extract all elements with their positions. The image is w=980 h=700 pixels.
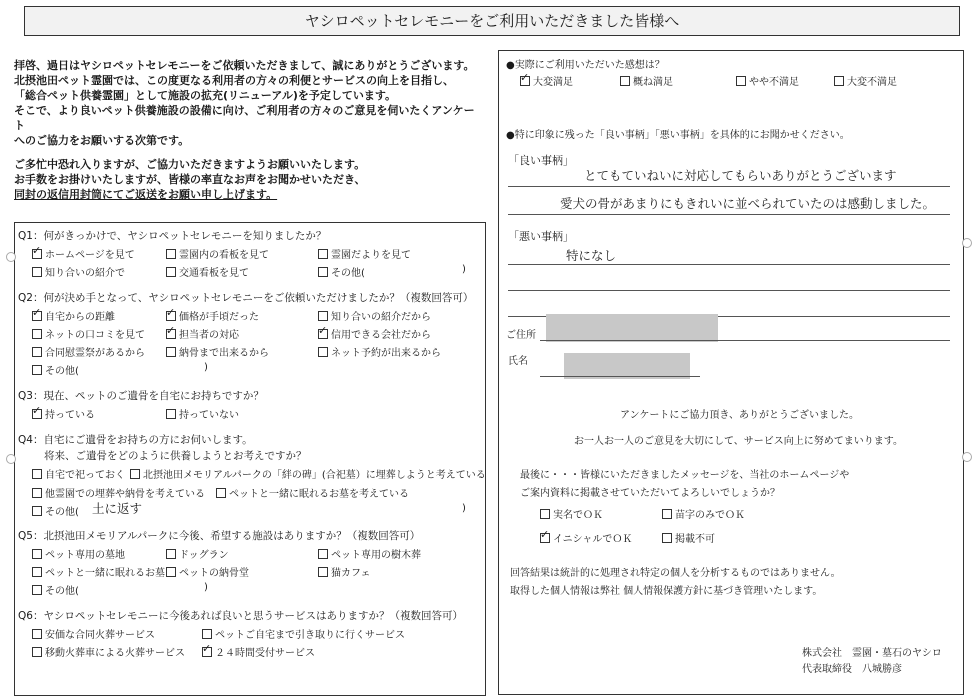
intro-line: そこで、より良いペット供養施設の設備に向け、ご利用者の方々のご意見を伺いたくアンケート xyxy=(14,104,475,132)
q1-close-paren: ) xyxy=(462,264,466,275)
ceo-name: 代表取締役 八城勝彦 xyxy=(802,664,902,675)
thanks-message: アンケートにご協力頂き、ありがとうございました。 xyxy=(620,410,859,421)
q2-option[interactable] xyxy=(166,326,239,341)
binder-hole-icon xyxy=(962,238,972,248)
option-label: ホームページを見て xyxy=(45,250,135,261)
q5-text: Q5：北摂池田メモリアルパークに今後、希望する施設はありますか？（複数回答可） xyxy=(18,530,421,542)
q4-handwritten-other: 土に返す xyxy=(92,501,143,516)
checkbox[interactable] xyxy=(202,647,212,657)
publish-question: ご案内資料に掲載させていただいてよろしいでしょうか？ xyxy=(520,488,780,499)
good-label: 「良い事柄」 xyxy=(508,154,574,167)
q4-option[interactable] xyxy=(216,485,409,500)
intro-line: 同封の返信用封筒にてご返送をお願い申し上げます。 xyxy=(14,188,278,201)
intro-line: ご多忙中恐れ入りますが、ご協力いただきますようお願いいたします。 xyxy=(14,158,366,171)
page-title: ヤシロペットセレモニーをご利用いただきました皆様へ xyxy=(24,6,960,36)
checkbox[interactable] xyxy=(166,409,176,419)
binder-hole-icon xyxy=(6,252,16,262)
q4-text: Q4：自宅にご遺骨をお持ちの方にお伺いします。 xyxy=(18,434,253,446)
checkbox[interactable] xyxy=(130,469,140,479)
option-label: 自宅で祀っておく xyxy=(45,470,125,481)
option-label: 大変不満足 xyxy=(847,77,897,88)
q6-text: Q6：ヤシロペットセレモニーに今後あれば良いと思うサービスはありますか？（複数回答可） xyxy=(18,610,464,622)
option-label: 概ね満足 xyxy=(633,77,673,88)
option-label: ドッグラン xyxy=(179,550,229,561)
q4-option[interactable] xyxy=(32,485,205,500)
checkbox[interactable] xyxy=(318,329,328,339)
address-label: ご住所 xyxy=(506,330,536,341)
checkbox[interactable] xyxy=(32,567,42,577)
q5-option[interactable] xyxy=(318,564,371,579)
checkbox[interactable] xyxy=(32,629,42,639)
binder-hole-icon xyxy=(962,452,972,462)
answer-line xyxy=(508,214,950,215)
option-label: 合同慰霊祭があるから xyxy=(45,348,145,359)
q3-text: Q3：現在、ペットのご遺骨を自宅にお持ちですか？ xyxy=(18,390,264,402)
checkbox[interactable] xyxy=(318,267,328,277)
checkbox[interactable] xyxy=(32,311,42,321)
checkbox[interactable] xyxy=(32,647,42,657)
checkbox[interactable] xyxy=(32,488,42,498)
checkbox[interactable] xyxy=(202,629,212,639)
q4-option[interactable] xyxy=(32,466,125,481)
option-label: 霊園内の看板を見て xyxy=(179,250,269,261)
q5-option[interactable] xyxy=(166,564,249,579)
feedback-question: ●特に印象に残った「良い事柄」「悪い事柄」を具体的にお聞かせください。 xyxy=(506,130,850,141)
q6-option[interactable] xyxy=(32,644,185,659)
q1-text: Q1：何がきっかけで、ヤシロペットセレモニーを知りましたか？ xyxy=(18,230,327,242)
checkbox[interactable] xyxy=(32,329,42,339)
bad-handwritten: 特になし xyxy=(566,248,617,263)
checkbox[interactable] xyxy=(216,488,226,498)
q2-option[interactable] xyxy=(318,308,431,323)
q1-option[interactable] xyxy=(318,246,411,261)
option-label: 大変満足 xyxy=(533,77,573,88)
option-label: ペット専用の墓地 xyxy=(45,550,125,561)
option-label: 移動火葬車による火葬サービス xyxy=(45,648,185,659)
q2-option[interactable] xyxy=(32,344,145,359)
thanks-message: お一人お一人のご意見を大切にして、サービス向上に努めてまいります。 xyxy=(574,436,903,447)
option-label: 担当者の対応 xyxy=(179,330,239,341)
checkbox[interactable] xyxy=(166,311,176,321)
option-label: ペットご自宅まで引き取りに行くサービス xyxy=(215,630,405,641)
publish-option[interactable] xyxy=(540,530,632,545)
option-label: 安価な合同火葬サービス xyxy=(45,630,155,641)
option-label: その他( xyxy=(45,586,79,597)
checkbox[interactable] xyxy=(32,409,42,419)
option-label: 苗字のみでＯＫ xyxy=(675,510,745,521)
q6-option[interactable] xyxy=(202,644,315,659)
publish-option[interactable] xyxy=(662,530,715,545)
checkbox[interactable] xyxy=(166,329,176,339)
q5-option[interactable] xyxy=(32,582,79,597)
checkbox[interactable] xyxy=(32,365,42,375)
q2-option[interactable] xyxy=(32,326,145,341)
company-name: 株式会社 霊園・墓石のヤシロ xyxy=(802,648,942,659)
checkbox[interactable] xyxy=(32,249,42,259)
q1-option[interactable] xyxy=(32,246,135,261)
option-label: その他( xyxy=(331,268,365,279)
q6-option[interactable] xyxy=(32,626,155,641)
privacy-note: 取得した個人情報は弊社 個人情報保護方針に基づき管理いたします。 xyxy=(510,586,823,597)
q2-option[interactable] xyxy=(32,308,115,323)
checkbox[interactable] xyxy=(540,533,550,543)
q4-option[interactable] xyxy=(32,503,79,518)
privacy-note: 回答結果は統計的に処理され特定の個人を分析するものではありません。 xyxy=(510,568,841,579)
good-handwritten-line: 愛犬の骨があまりにもきれいに並べられていたのは感動しました。 xyxy=(560,196,936,211)
option-label: 自宅からの距離 xyxy=(45,312,115,323)
name-line xyxy=(540,376,700,377)
option-label: ネットの口コミを見て xyxy=(45,330,145,341)
option-label: 他霊園での埋葬や納骨を考えている xyxy=(45,489,205,500)
q4-close-paren: ) xyxy=(462,503,466,514)
checkbox[interactable] xyxy=(166,567,176,577)
q2-option[interactable] xyxy=(318,326,431,341)
checkbox[interactable] xyxy=(318,567,328,577)
intro-line: 拝啓、過日はヤシロペットセレモニーをご依頼いただきまして、誠にありがとうございます。 xyxy=(14,59,475,72)
option-label: 持っている xyxy=(45,410,95,421)
address-line xyxy=(540,340,950,341)
q1-option[interactable] xyxy=(166,264,249,279)
checkbox[interactable] xyxy=(318,249,328,259)
checkbox[interactable] xyxy=(32,347,42,357)
bad-label: 「悪い事柄」 xyxy=(508,230,574,243)
option-label: やや不満足 xyxy=(749,77,799,88)
option-label: 猫カフェ xyxy=(331,568,371,579)
checkbox[interactable] xyxy=(166,549,176,559)
answer-line xyxy=(508,290,950,291)
option-label: 価格が手頃だった xyxy=(179,312,259,323)
checkbox[interactable] xyxy=(736,76,746,86)
intro-text xyxy=(14,58,484,202)
q4-subtext: 将来、ご遺骨をどのように供養しようとお考えですか？ xyxy=(44,450,307,462)
checkbox[interactable] xyxy=(32,549,42,559)
option-label: 北摂池田メモリアルパークの「絆の碑」(合祀墓）に埋葬しようと考えている xyxy=(143,470,486,481)
option-label: 信用できる会社だから xyxy=(331,330,431,341)
impression-option[interactable] xyxy=(736,73,799,88)
checkbox[interactable] xyxy=(166,347,176,357)
q3-option[interactable] xyxy=(166,406,239,421)
q2-option[interactable] xyxy=(318,344,441,359)
impression-option[interactable] xyxy=(620,73,673,88)
option-label: 持っていない xyxy=(179,410,239,421)
q5-option[interactable] xyxy=(318,546,421,561)
q2-close-paren: ) xyxy=(204,362,208,373)
checkbox[interactable] xyxy=(32,267,42,277)
checkbox[interactable] xyxy=(166,249,176,259)
q2-option[interactable] xyxy=(166,308,259,323)
binder-hole-icon xyxy=(6,454,16,464)
impression-option[interactable] xyxy=(834,73,897,88)
option-label: 納骨まで出来るから xyxy=(179,348,269,359)
checkbox[interactable] xyxy=(540,509,550,519)
option-label: ２４時間受付サービス xyxy=(215,648,315,659)
answer-line xyxy=(508,186,950,187)
checkbox[interactable] xyxy=(662,509,672,519)
publish-option[interactable] xyxy=(662,506,745,521)
q1-option[interactable] xyxy=(166,246,269,261)
publish-question: 最後に・・・皆様にいただきましたメッセージを、当社のホームページや xyxy=(520,470,850,481)
option-label: 知り合いの紹介だから xyxy=(331,312,431,323)
option-label: ペットと一緒に眠れるお墓を考えている xyxy=(229,489,409,500)
q2-option[interactable] xyxy=(32,362,79,377)
checkbox[interactable] xyxy=(318,311,328,321)
option-label: 知り合いの紹介で xyxy=(45,268,125,279)
q5-close-paren: ) xyxy=(204,582,208,593)
checkbox[interactable] xyxy=(620,76,630,86)
q5-option[interactable] xyxy=(32,546,125,561)
option-label: 掲載不可 xyxy=(675,534,715,545)
q5-option[interactable] xyxy=(166,546,229,561)
option-label: ペットと一緒に眠れるお墓 xyxy=(45,568,165,579)
intro-line: へのご協力をお願いする次第です。 xyxy=(14,134,190,147)
q5-option[interactable] xyxy=(32,564,165,579)
intro-line: お手数をお掛けいたしますが、皆様の率直なお声をお聞かせいただき、 xyxy=(14,173,366,186)
checkbox[interactable] xyxy=(520,76,530,86)
option-label: 実名でＯＫ xyxy=(553,510,603,521)
option-label: 霊園だよりを見て xyxy=(331,250,411,261)
good-handwritten-line: とてもていねいに対応してもらいありがとうございます xyxy=(584,168,897,183)
redacted-address xyxy=(546,314,718,342)
impression-question: ●実際にご利用いただいた感想は？ xyxy=(506,60,665,71)
q2-text: Q2：何が決め手となって、ヤシロペットセレモニーをご依頼いただけましたか？（複数回答可） xyxy=(18,292,474,304)
checkbox[interactable] xyxy=(662,533,672,543)
q4-option[interactable] xyxy=(130,466,486,481)
impression-option[interactable] xyxy=(520,73,573,88)
q1-option[interactable] xyxy=(318,264,365,279)
checkbox[interactable] xyxy=(834,76,844,86)
name-label: 氏名 xyxy=(508,356,528,367)
publish-option[interactable] xyxy=(540,506,603,521)
q6-option[interactable] xyxy=(202,626,405,641)
checkbox[interactable] xyxy=(32,469,42,479)
intro-line: 北摂池田ペット霊園では、この度更なる利用者の方々の利便とサービスの向上を目指し、 xyxy=(14,74,454,87)
option-label: ペットの納骨堂 xyxy=(179,568,249,579)
q1-option[interactable] xyxy=(32,264,125,279)
option-label: その他( xyxy=(45,507,79,518)
option-label: ネット予約が出来るから xyxy=(331,348,441,359)
checkbox[interactable] xyxy=(318,347,328,357)
q3-option[interactable] xyxy=(32,406,95,421)
option-label: その他( xyxy=(45,366,79,377)
answer-line xyxy=(508,264,950,265)
option-label: ペット専用の樹木葬 xyxy=(331,550,421,561)
checkbox[interactable] xyxy=(32,506,42,516)
checkbox[interactable] xyxy=(166,267,176,277)
checkbox[interactable] xyxy=(32,585,42,595)
checkbox[interactable] xyxy=(318,549,328,559)
option-label: 交通看板を見て xyxy=(179,268,249,279)
option-label: イニシャルでＯＫ xyxy=(553,534,633,545)
q2-option[interactable] xyxy=(166,344,269,359)
intro-line: 「総合ペット供養霊園」として施設の拡充(リニューアル)を予定しています。 xyxy=(14,89,396,102)
